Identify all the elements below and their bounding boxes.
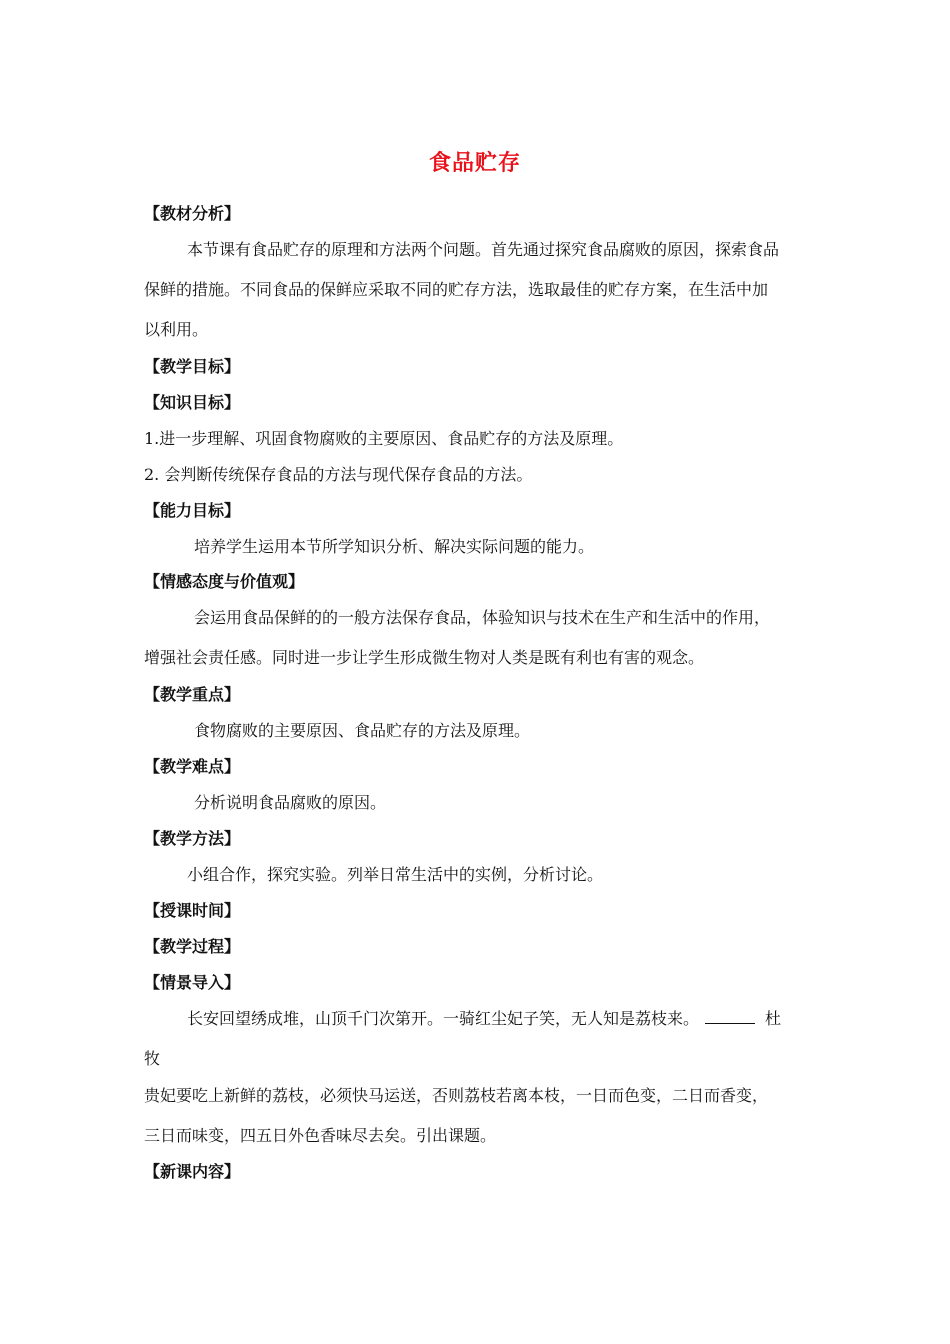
ability-text: 培养学生运用本节所学知识分析、解决实际问题的能力。 [194,537,595,556]
heading-key: 【教学重点】 [144,685,241,704]
heading-difficulty: 【教学难点】 [144,757,241,776]
heading-process: 【教学过程】 [144,937,241,956]
heading-knowledge: 【知识目标】 [144,393,241,412]
intro-line-1: 贵妃要吃上新鲜的荔枝，必须快马运送，否则荔枝若离本枝，一日而色变，二日而香变， [144,1086,769,1105]
heading-new: 【新课内容】 [144,1162,241,1181]
intro-author-part2: 牧 [144,1049,161,1068]
emotion-line-2: 增强社会责任感。同时进一步让学生形成微生物对人类是既有利也有害的观念。 [144,648,705,667]
heading-intro: 【情景导入】 [144,973,241,992]
heading-analysis: 【教材分析】 [144,204,241,223]
heading-method: 【教学方法】 [144,829,241,848]
analysis-line-1: 本节课有食品贮存的原理和方法两个问题。首先通过探究食品腐败的原因，探索食品 [187,240,780,259]
intro-poem-line [187,1009,781,1029]
heading-goals: 【教学目标】 [144,357,241,376]
knowledge-item-2: 2. 会判断传统保存食品的方法与现代保存食品的方法。 [144,465,533,484]
emotion-line-1: 会运用食品保鲜的的一般方法保存食品，体验知识与技术在生产和生活中的作用， [194,608,771,627]
heading-time: 【授课时间】 [144,901,241,920]
analysis-line-3: 以利用。 [144,320,209,339]
intro-poem: 长安回望绣成堆，山顶千门次第开。一骑红尘妃子笑，无人知是荔枝来。 [187,1009,700,1028]
analysis-line-2: 保鲜的措施。不同食品的保鲜应采取不同的贮存方法，选取最佳的贮存方案，在生活中加 [144,280,769,299]
heading-emotion: 【情感态度与价值观】 [144,572,305,591]
knowledge-item-1: 1.进一步理解、巩固食物腐败的主要原因、食品贮存的方法及原理。 [144,429,624,448]
intro-author-part1: 杜 [765,1009,782,1028]
key-text: 食物腐败的主要原因、食品贮存的方法及原理。 [194,721,531,740]
difficulty-text: 分析说明食品腐败的原因。 [194,793,387,812]
author-blank [705,1009,755,1024]
document-title: 食品贮存 [428,150,521,176]
method-text: 小组合作，探究实验。列举日常生活中的实例，分析讨论。 [187,865,604,884]
intro-line-2: 三日而味变，四五日外色香味尽去矣。引出课题。 [144,1126,497,1145]
heading-ability: 【能力目标】 [144,501,241,520]
